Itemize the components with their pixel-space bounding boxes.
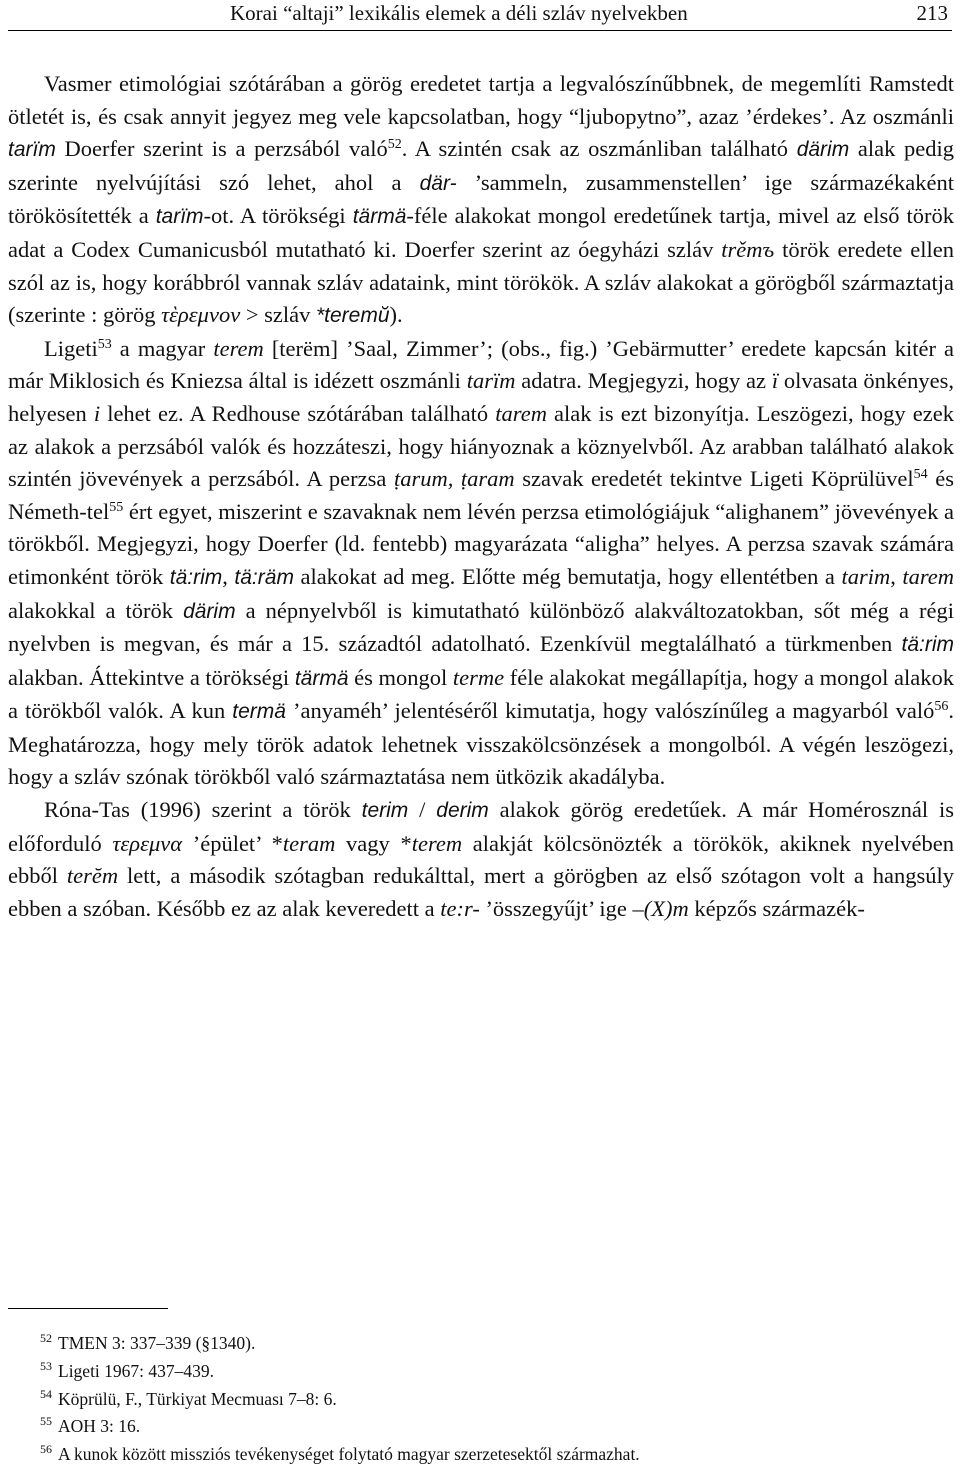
- text-run: ’összegyűjt’ ige: [479, 895, 633, 921]
- page-number: 213: [916, 1, 948, 25]
- text-run: ,: [890, 563, 903, 589]
- footnote-56: [8, 1441, 954, 1469]
- text-run: a magyar: [111, 335, 214, 361]
- footnote-text: TMEN 3: 337–339 (§1340).: [58, 1333, 256, 1353]
- text-run: alak is ezt bizonyítja. Leszögezi, hogy ezek az alakok a perzsából valók és hozzáteszi, hogy hiányoznak a köznyelvből. Az arabban található alakok szintén jövevények a perzsából. A perzsa: [8, 400, 954, 492]
- text-run: ’anyaméh’ jelentéséről kimutatja, hogy valószínűleg a magyarból való: [285, 698, 935, 724]
- cited-word: trěmъ: [721, 236, 775, 262]
- text-run: vagy *: [335, 830, 412, 856]
- text-run: ,: [222, 563, 235, 589]
- text-run: [terëm] ’Saal, Zimmer’; (obs., fig.) ’Gebärmutter’ eredete kapcsán kitér a már Miklosich és Kniezsa által is idézett oszmánli: [8, 335, 954, 394]
- footnote-text: A kunok között missziós tevékenységet folytató magyar szerzetesektől származhat.: [58, 1444, 640, 1465]
- cited-word: terem: [411, 830, 463, 856]
- running-title: Korai “altaji” lexikális elemek a déli szláv nyelvekben: [230, 1, 688, 25]
- text-run: Vasmer etimológiai szótárában a görög eredetet tartja a legvalószínűbbnek, de megemlíti Ramstedt ötletét is, és csak annyit jegyez meg vele kapcsolatban, hogy “ljubopytno”, azaz ’érdekes’. Az oszmánli: [8, 71, 954, 129]
- text-run: a népnyelvből is kimutatható különböző alakváltozatokban, sőt még a régi nyelvben is megvan, és már a 15. századtól adatolható. Ezenkívül megtalálható a türkmenben: [8, 597, 954, 657]
- footnote-number: 54: [40, 1386, 52, 1401]
- text-run: ’épület’ *: [182, 830, 283, 856]
- text-run: alakokat ad meg. Előtte még bemutatja, hogy ellentétben a: [293, 563, 842, 589]
- cited-word: tarim: [841, 563, 891, 589]
- cited-word: terĕm: [66, 863, 119, 889]
- cited-word: τερεμνα: [112, 830, 183, 856]
- cited-word: tä:räm: [234, 565, 294, 589]
- cited-word: tarem: [902, 563, 955, 589]
- cited-word: tarïm: [155, 205, 204, 229]
- paragraph-2: [8, 333, 954, 794]
- cited-word: –(X)m: [632, 895, 689, 921]
- cited-word: därim: [796, 138, 850, 162]
- footnote-number: 52: [40, 1331, 52, 1345]
- cited-word: därim: [183, 599, 236, 623]
- text-run: /: [408, 797, 437, 823]
- cited-word: terem: [213, 335, 264, 361]
- footnote-separator: [8, 1308, 168, 1309]
- footnote-ref-54[interactable]: 54: [913, 467, 928, 483]
- text-run: és mongol: [348, 664, 453, 690]
- footnote-number: 53: [40, 1358, 52, 1373]
- cited-word: derim: [436, 799, 489, 823]
- cited-word: i: [93, 400, 101, 426]
- text-run: > szláv: [240, 302, 316, 328]
- cited-word: tarem: [495, 400, 547, 426]
- cited-word: tä:rim: [169, 565, 223, 589]
- cited-word: tärmä: [352, 205, 407, 229]
- footnote-text: Köprülü, F., Türkiyat Mecmuası 7–8: 6.: [58, 1388, 337, 1409]
- footnote-number: 55: [40, 1414, 52, 1429]
- cited-word: te:r-: [440, 895, 480, 921]
- cited-word: termä: [232, 700, 286, 724]
- text-run: . Meghatározza, hogy mely török adatok lehetnek visszakölcsönzések a mongolból. A végén leszögezi, hogy a szláv szónak törökből való származtatása nem ütközik akadályba.: [8, 698, 954, 790]
- footnotes: [8, 1330, 954, 1469]
- text-run: lett, a második szótagban redukálttal, mert a görögben az első szótagon volt a hangsúly ebben a szóban. Később ez az alak keveredett a: [8, 863, 954, 921]
- text-run: Ligeti: [44, 335, 98, 361]
- footnote-number: 56: [40, 1442, 52, 1457]
- footnote-text: AOH 3: 16.: [58, 1416, 141, 1437]
- cited-word: tarïm: [8, 138, 56, 162]
- text-run: adatra. Megjegyzi, hogy az: [515, 368, 772, 394]
- text-run: féle alakokat megállapítja, hogy a mongol alakok a törökből valók. A kun: [8, 664, 954, 724]
- text-run: szavak eredetét tekintve Ligeti Köprülüvel: [514, 466, 914, 492]
- text-run: olvasata önkényes, helyesen: [8, 368, 954, 426]
- footnote-55: [8, 1413, 954, 1441]
- text-run: ért egyet, miszerint e szavaknak nem lévén perzsa etimológiájuk “alighanem” jövevények a törökből. Megjegyzi, hogy Doerfer (ld. fentebb) magyarázata “aligha” helyes. A perzsa szavak számára etimonként török: [8, 498, 954, 589]
- footnote-53: [8, 1358, 954, 1386]
- text-run: alakok görög eredetűek. A már Homérosznál is előforduló: [8, 797, 955, 856]
- text-run: -féle alakokat mongol eredetűnek tartja, mivel az első török adat a Codex Cumanicusból mutatható ki. Doerfer szerint az óegyházi szláv: [8, 203, 955, 262]
- cited-word: *teremŭ: [315, 304, 390, 328]
- text-run: alakban. Áttekintve a törökségi: [8, 664, 295, 690]
- footnote-ref-56[interactable]: 56: [934, 699, 949, 715]
- paragraph-3: [8, 794, 954, 925]
- text-run: lehet ez. A Redhouse szótárában található: [100, 400, 496, 426]
- footnote-54: [8, 1386, 954, 1414]
- text-run: ’sammeln, zusammenstellen’ ige származékaként törökösítették a: [8, 169, 954, 229]
- text-run: és Németh-tel: [8, 466, 954, 524]
- footnote-52: [8, 1330, 954, 1358]
- footnote-text: Ligeti 1967: 437–439.: [58, 1360, 215, 1381]
- text-run: ).: [389, 302, 403, 328]
- text-run: alakokkal a török: [8, 597, 184, 623]
- cited-word: terim: [361, 799, 409, 823]
- text-run: alak pedig szerinte nyelvújítási szó lehet, ahol a: [8, 136, 955, 195]
- cited-word: tärmä: [294, 666, 349, 690]
- cited-word: ṭarum, ṭaram: [393, 466, 515, 492]
- footnote-ref-52[interactable]: 52: [387, 137, 402, 153]
- text-run: török eredete ellen szól az is, hogy korábbról vannak szláv adataink, mint törökök. A szláv alakokat a görögből származtatja (szerinte : görög: [8, 236, 954, 328]
- cited-word: där-: [419, 171, 457, 195]
- cited-word: τὲρεμνον: [161, 302, 241, 328]
- text-run: -ot. A törökségi: [203, 203, 353, 229]
- text-run: Doerfer szerint is a perzsából való: [55, 136, 388, 162]
- text-run: . A szintén csak az oszmánliban található: [401, 136, 797, 162]
- footnote-ref-53[interactable]: 53: [97, 336, 112, 352]
- cited-word: ï: [771, 368, 779, 394]
- footnote-ref-55[interactable]: 55: [109, 499, 124, 515]
- text-run: alakját kölcsönözték a törökök, akiknek nyelvében ebből: [8, 830, 954, 889]
- cited-word: terme: [452, 664, 505, 690]
- cited-word: tarïm: [466, 368, 516, 394]
- body-text: [8, 68, 954, 925]
- paragraph-1: [8, 68, 954, 333]
- cited-word: teram: [282, 830, 336, 856]
- text-run: Róna-Tas (1996) szerint a török: [44, 797, 362, 823]
- text-run: képzős származék-: [688, 895, 865, 921]
- running-header: [8, 0, 952, 31]
- cited-word: tä:rim: [901, 633, 954, 657]
